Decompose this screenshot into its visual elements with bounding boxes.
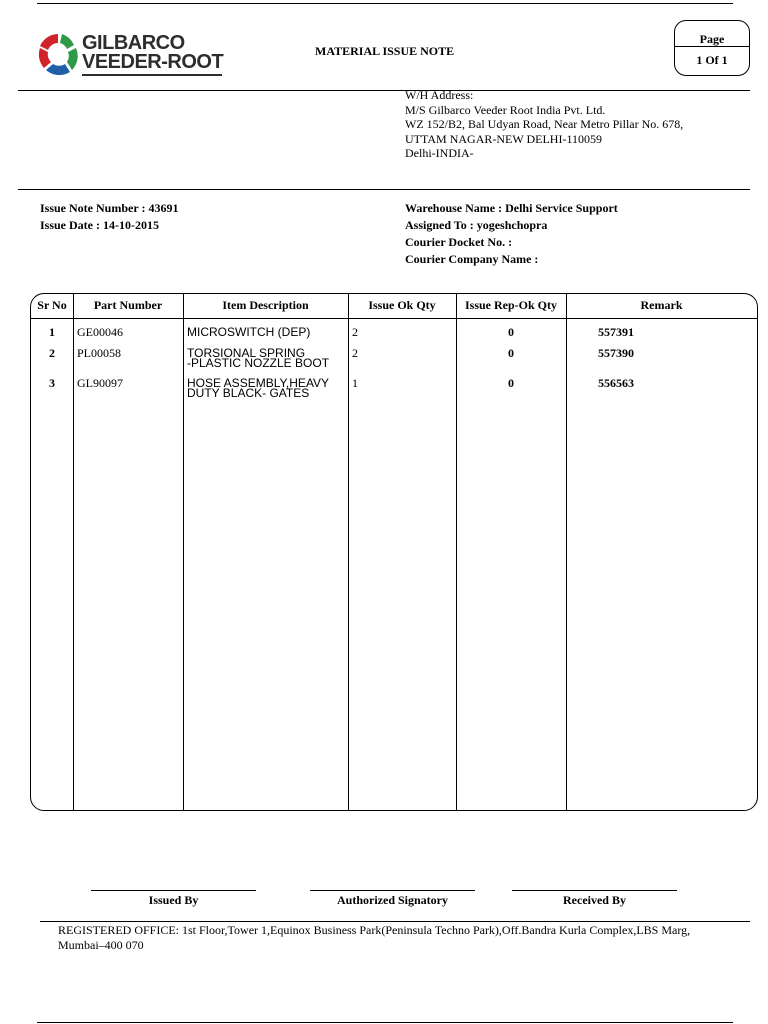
company-logo [36,30,226,80]
row-sr-no: 3 [49,376,55,390]
address-line: W/H Address: [405,88,474,102]
row-remark: 557390 [598,346,634,360]
address-line: UTTAM NAGAR-NEW DELHI-110059 [405,131,603,146]
issue-note-number: Issue Note Number : 43691 [40,201,179,215]
row-part-number: GE00046 [77,325,123,339]
address-line: Delhi-INDIA- [405,146,474,160]
document-title: MATERIAL ISSUE NOTE [315,44,455,58]
issue-date: Issue Date : 14-10-2015 [40,218,159,232]
issued-by-line [91,890,256,891]
column-header: Remark [640,298,683,312]
top-rule [37,3,733,4]
row-description: MICROSWITCH (DEP) [187,325,311,339]
logo-text-line2: VEEDER-ROOT [82,51,224,73]
footer-line: Mumbai–400 070 [58,937,144,952]
issued-by-label: Issued By [148,893,199,907]
warehouse-info [405,200,618,268]
row-remark: 556563 [598,376,634,390]
column-header: Issue Ok Qty [368,298,436,312]
warehouse-name: Warehouse Name : Delhi Service Support [405,201,618,215]
assigned-to: Assigned To : yogeshchopra [405,218,548,232]
row-rep-ok-qty: 0 [508,325,514,339]
row-part-number: PL00058 [77,346,122,360]
row-ok-qty: 2 [352,325,358,339]
row-description: HOSE ASSEMBLY,HEAVY DUTY BLACK- GATES [187,376,330,400]
logo-text-line1: GILBARCO [82,32,185,54]
courier-company: Courier Company Name : [405,252,539,266]
authorized-signatory-line [310,890,475,891]
address-line: WZ 152/B2, Bal Udyan Road, Near Metro Pillar No. 678, [405,117,684,131]
issue-info [40,200,178,234]
address-line: M/S Gilbarco Veeder Root India Pvt. Ltd. [405,102,606,117]
page-label: Page [699,32,725,46]
received-by-label: Received By [563,893,626,907]
row-sr-no: 1 [49,325,55,339]
row-remark: 557391 [598,325,634,339]
logo-mark-icon [36,30,80,78]
column-header: Issue Rep-Ok Qty [464,298,557,312]
row-sr-no: 2 [49,346,55,360]
row-rep-ok-qty: 0 [508,376,514,390]
column-header: Item Description [222,298,309,312]
row-ok-qty: 1 [352,376,358,390]
page-value: 1 Of 1 [696,53,728,67]
row-rep-ok-qty: 0 [508,346,514,360]
info-rule [18,189,750,190]
footer-rule [40,921,750,922]
row-description: TORSIONAL SPRING -PLASTIC NOZZLE BOOT [187,346,330,370]
logo-underline [82,74,222,76]
column-header: Sr No [37,298,67,312]
items-table [30,293,758,811]
bottom-rule [37,1022,733,1023]
footer-line: REGISTERED OFFICE: 1st Floor,Tower 1,Equinox Business Park(Peninsula Techno Park),Off.Bandra Kurla Complex,LBS Marg, [58,923,691,937]
column-header: Part Number [93,298,163,312]
received-by-line [512,890,677,891]
registered-office [58,923,758,952]
row-ok-qty: 2 [352,346,358,360]
authorized-signatory-label: Authorized Signatory [337,893,448,907]
courier-docket: Courier Docket No. : [405,235,513,249]
warehouse-address [405,88,683,161]
row-part-number: GL90097 [77,376,123,390]
page-indicator [674,20,750,76]
